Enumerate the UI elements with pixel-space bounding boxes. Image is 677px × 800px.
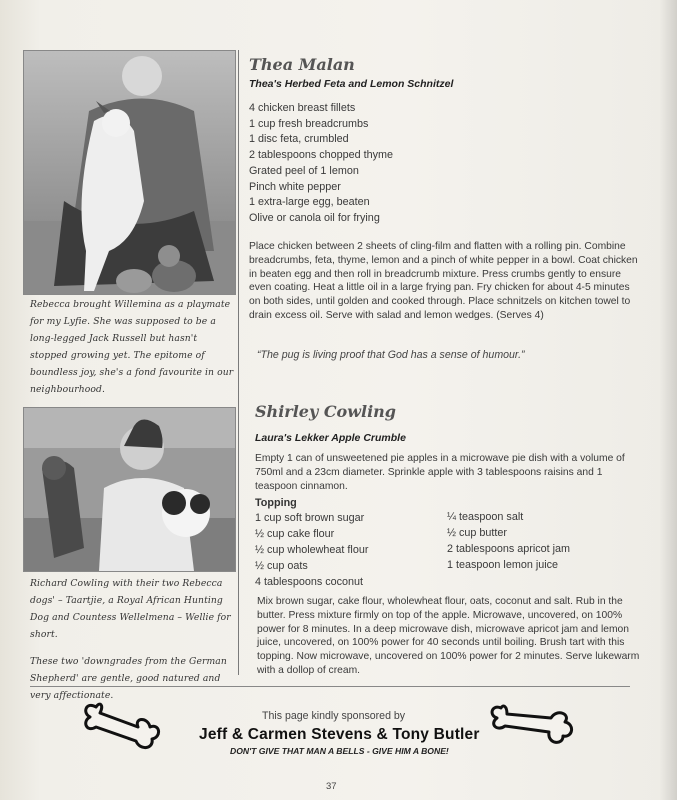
ingredient: 1 disc feta, crumbled <box>249 133 349 146</box>
photo-man-with-dogs <box>23 407 236 572</box>
photo2-caption <box>30 575 236 714</box>
method-text-2: Mix brown sugar, cake flour, wholewheat flour, oats, coconut and salt. Rub in the butter. Press mixture firmly on top of the apple. Microwave, uncovered, on 100% power for 8 minutes. In a deep microwave dish, microwave apricot jam and lemon juice, uncovered, on 100% power for 40 seconds until boiling. Brush tart with this topping. Now microwave, uncovered on 100% power for 2 minutes. Serve lukewarm with a dollop of cream. <box>257 596 640 676</box>
topping-heading: Topping <box>255 497 297 509</box>
cook-name-2: Shirley Cowling <box>255 402 396 421</box>
sponsor-slogan: DON'T GIVE THAT MAN A BELLS - GIVE HIM A BONE! <box>230 746 449 756</box>
ingredient: ½ cup cake flour <box>255 528 335 541</box>
column-divider <box>238 50 239 675</box>
ingredient: Olive or canola oil for frying <box>249 211 380 224</box>
photo1-caption: Rebecca brought Willemina as a playmate for my Lyfie. She was supposed to be a long-legged Jack Russell but hasn't stopped growing yet. The epitome of boundless joy, she's a fond favourite in our neighbourhood. <box>30 299 234 395</box>
bone-icon <box>78 695 168 755</box>
cook-name-1: Thea Malan <box>249 55 355 74</box>
ingredient: 4 chicken breast fillets <box>249 102 356 114</box>
topping-list-col2 <box>447 509 570 573</box>
photo-woman-with-dogs <box>23 50 236 295</box>
ingredient: ½ cup butter <box>447 527 508 540</box>
sponsor-names: Jeff & Carmen Stevens & Tony Butler <box>199 726 480 743</box>
ingredient: 1 cup soft brown sugar <box>255 512 365 524</box>
photo2-caption-paragraph-1: Richard Cowling with their two Rebecca dogs' – Taartjie, a Royal African Hunting Dog and Countess Wellelmena – Wellie for short. <box>30 578 231 640</box>
topping-list-col1 <box>255 510 368 590</box>
ingredient: 1 teaspoon lemon juice <box>447 559 559 572</box>
bone-icon <box>485 700 577 754</box>
ingredient: 2 tablespoons chopped thyme <box>249 149 394 162</box>
ingredient: 2 tablespoons apricot jam <box>447 543 571 556</box>
ingredient: 1 cup fresh breadcrumbs <box>249 117 369 130</box>
footer-divider <box>30 686 630 687</box>
ingredient: Grated peel of 1 lemon <box>249 164 359 177</box>
page-number: 37 <box>326 781 337 792</box>
ingredients-list-1 <box>249 101 393 227</box>
ingredient: 1 extra-large egg, beaten <box>249 196 370 209</box>
method-text-1: Place chicken between 2 sheets of cling-film and flatten with a rolling pin. Combine breadcrumbs, feta, thyme, lemon and a pinch of white pepper in a bowl. Coat chicken in beaten egg and then roll in breadcrumb mixture. Press crumbs gently to ensure even coating. Heat a little oil in a large frying pan. Fry chicken for about 4-5 minutes on both sides, until golden and cooked through. Place schnitzels on kitchen towel to drain excess oil. Serve with salad and lemon wedges. (Serves 4) <box>249 241 638 321</box>
ingredient: 4 tablespoons coconut <box>255 576 364 589</box>
ingredient: ½ cup oats <box>255 560 308 573</box>
ingredient: Pinch white pepper <box>249 180 341 193</box>
page-binding-shadow <box>659 0 677 800</box>
recipe-title-1: Thea's Herbed Feta and Lemon Schnitzel <box>249 78 454 90</box>
pug-quote: “The pug is living proof that God has a sense of humour.” <box>257 349 525 361</box>
intro-text-2: Empty 1 can of unsweetened pie apples in a microwave pie dish with a volume of 750ml and a 23cm diameter. Sprinkle apple with 3 tablespoons raisins and 1 teaspoon cinnamon. <box>255 453 625 492</box>
ingredient: ¼ teaspoon salt <box>447 511 524 523</box>
sponsor-line: This page kindly sponsored by <box>262 710 406 722</box>
photo2-caption-paragraph-2: These two 'downgrades from the German Shepherd' are gentle, good natured and very affectionate. <box>30 656 227 701</box>
recipe-title-2: Laura's Lekker Apple Crumble <box>255 432 406 444</box>
ingredient: ½ cup wholewheat flour <box>255 544 369 557</box>
